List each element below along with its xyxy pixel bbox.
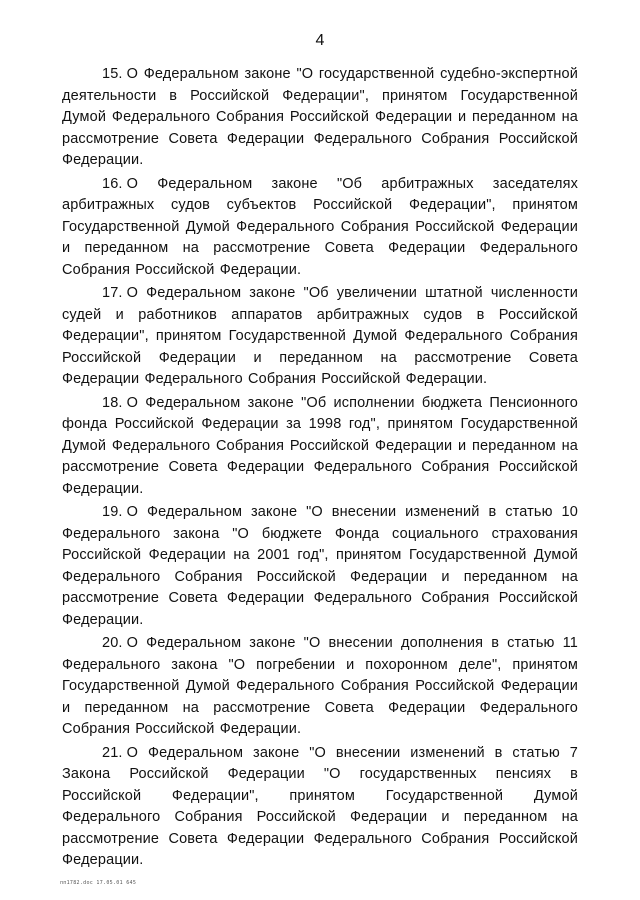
item-text: О Федеральном законе "Об исполнении бюджета Пенсионного фонда Российской Федерации за 1998 год", принятом Государственной Думой Федерального Собрания Российской Федерации и переданном на рассмотрение Совета Федерации Федерального Собрания Российской Федерации.: [62, 394, 578, 497]
item-number: 18.: [102, 394, 123, 411]
agenda-item-16: [62, 174, 578, 282]
agenda-item-21: [62, 743, 578, 872]
item-text: О Федеральном законе "О внесении дополнения в статью 11 Федерального закона "О погребении и похоронном деле", принятом Государственной Думой Федерального Собрания Российской Федерации и переданном на рассмотрение Совета Федерации Федерального Собрания Российской Федерации.: [62, 635, 578, 737]
item-number: 15.: [102, 66, 123, 82]
item-text: О Федеральном законе "О внесении изменений в статью 10 Федерального закона "О бюджете Фонда социального страхования Российской Федерации на 2001 год", принятом Государственной Думой Федерального Собрания Российской Федерации и переданном на рассмотрение Совета Федерации Федерального Собрания Российской Федерации.: [62, 504, 578, 628]
item-number: 21.: [102, 744, 123, 761]
agenda-item-19: [62, 502, 578, 631]
item-text: О Федеральном законе "О государственной судебно-экспертной деятельности в Российской Федерации", принятом Государственной Думой Федерального Собрания Российской Федерации и переданном на рассмотрение Совета Федерации Федерального Собрания Российской Федерации.: [62, 66, 578, 168]
item-number: 17.: [102, 285, 123, 301]
agenda-item-20: [62, 633, 578, 741]
item-text: О Федеральном законе "Об арбитражных заседателях арбитражных судов субъектов Российской Федерации", принятом Государственной Думой Федерального Собрания Российской Федерации и переданном на рассмотрение Совета Федерации Федерального Собрания Российской Федерации.: [62, 175, 578, 278]
document-body: [62, 64, 578, 874]
agenda-item-15: [62, 64, 578, 172]
agenda-item-18: [62, 393, 578, 501]
page-number: 4: [315, 32, 325, 49]
item-number: 16.: [102, 175, 123, 192]
item-text: О Федеральном законе "Об увеличении штатной численности судей и работников аппаратов арбитражных судов в Российской Федерации", принятом Государственной Думой Федерального Собрания Российской Федерации и переданном на рассмотрение Совета Федерации Федерального Собрания Российской Федерации.: [62, 285, 578, 387]
item-number: 20.: [102, 635, 123, 651]
item-number: 19.: [102, 504, 123, 520]
agenda-item-17: [62, 283, 578, 391]
footer-file-stamp: пп1782.doc 17.05.01 645: [60, 880, 137, 886]
item-text: О Федеральном законе "О внесении изменений в статью 7 Закона Российской Федерации "О государственных пенсиях в Российской Федерации", принятом Государственной Думой Федерального Собрания Российской Федерации и переданном на рассмотрение Совета Федерации Федерального Собрания Российской Федерации.: [62, 744, 578, 868]
